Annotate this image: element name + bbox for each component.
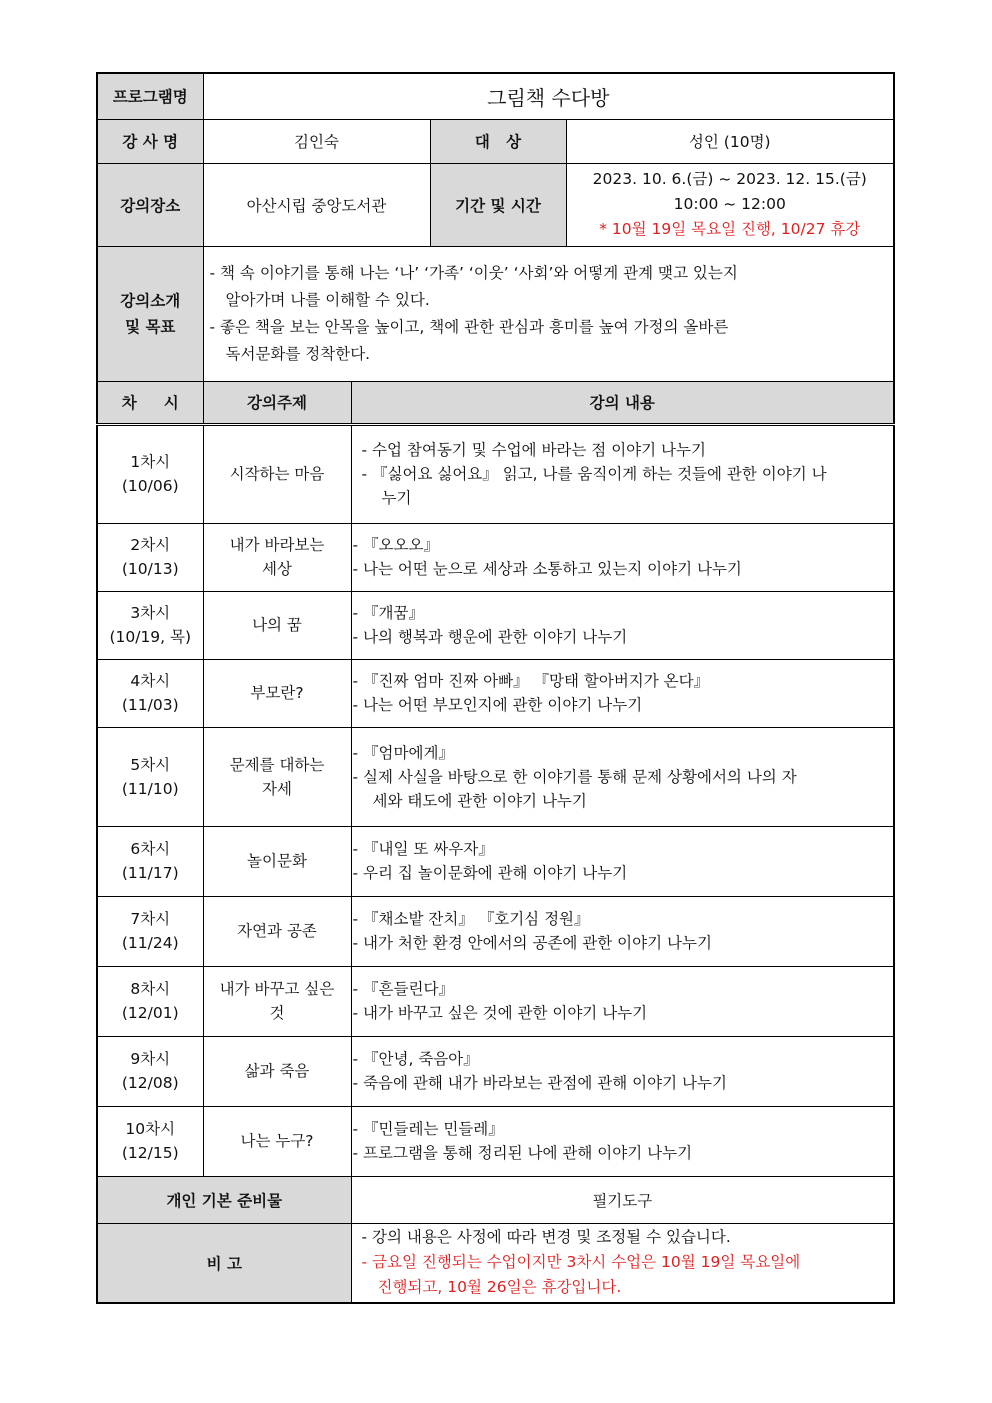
- content-cell: - 『진짜 엄마 진짜 아빠』 『망태 할아버지가 온다』 - 나는 어떤 부모인지에 관한 이야기 나누기: [351, 659, 894, 727]
- table-row: [97, 523, 894, 591]
- intro-label: 강의소개 및 목표: [97, 246, 203, 381]
- content-cell: - 『내일 또 싸우자』 - 우리 집 놀이문화에 관해 이야기 나누기: [351, 826, 894, 896]
- table-row: [97, 1106, 894, 1176]
- column-content: 강의 내용: [351, 381, 894, 424]
- period-time: 10:00 ~ 12:00: [673, 195, 786, 213]
- table-row: [97, 727, 894, 826]
- topic-cell: 나는 누구?: [203, 1106, 351, 1176]
- session-cell: 3차시 (10/19, 목): [97, 591, 203, 659]
- table-row: [97, 424, 894, 523]
- content-cell: - 『엄마에게』 - 실제 사실을 바탕으로 한 이야기를 통해 문제 상황에서의 나의 자 세와 태도에 관한 이야기 나누기: [351, 727, 894, 826]
- session-cell: 7차시 (11/24): [97, 896, 203, 966]
- topic-cell: 내가 바라보는 세상: [203, 523, 351, 591]
- session-cell: 5차시 (11/10): [97, 727, 203, 826]
- content-cell: - 『채소밭 잔치』 『호기심 정원』 - 내가 처한 환경 안에서의 공존에 관한 이야기 나누기: [351, 896, 894, 966]
- session-cell: 6차시 (11/17): [97, 826, 203, 896]
- period-note: * 10월 19일 목요일 진행, 10/27 휴강: [599, 220, 861, 238]
- topic-cell: 부모란?: [203, 659, 351, 727]
- session-cell: 9차시 (12/08): [97, 1036, 203, 1106]
- venue-label: 강의장소: [97, 163, 203, 246]
- session-cell: 10차시 (12/15): [97, 1106, 203, 1176]
- topic-cell: 삶과 죽음: [203, 1036, 351, 1106]
- content-cell: - 수업 참여동기 및 수업에 바라는 점 이야기 나누기 - 『싫어요 싫어요』 읽고, 나를 움직이게 하는 것들에 관한 이야기 나 누기: [351, 424, 894, 523]
- program-table: [96, 72, 895, 1304]
- period-label: 기간 및 시간: [430, 163, 566, 246]
- topic-cell: 시작하는 마음: [203, 424, 351, 523]
- topic-cell: 문제를 대하는 자세: [203, 727, 351, 826]
- column-session: 차 시: [97, 381, 203, 424]
- period-cell: [566, 163, 894, 246]
- supplies-label: 개인 기본 준비물: [97, 1176, 351, 1223]
- session-cell: 4차시 (11/03): [97, 659, 203, 727]
- table-row: [97, 659, 894, 727]
- table-row: [97, 896, 894, 966]
- table-row: [97, 966, 894, 1036]
- session-cell: 8차시 (12/01): [97, 966, 203, 1036]
- program-name: 그림책 수다방: [203, 73, 894, 119]
- instructor-name: 김인숙: [203, 119, 430, 163]
- table-row: [97, 1036, 894, 1106]
- target-label: 대 상: [430, 119, 566, 163]
- topic-cell: 내가 바꾸고 싶은 것: [203, 966, 351, 1036]
- table-row: [97, 591, 894, 659]
- supplies-value: 필기도구: [351, 1176, 894, 1223]
- instructor-label: 강 사 명: [97, 119, 203, 163]
- program-name-label: 프로그램명: [97, 73, 203, 119]
- venue-value: 아산시립 중앙도서관: [203, 163, 430, 246]
- content-cell: - 『개꿈』 - 나의 행복과 행운에 관한 이야기 나누기: [351, 591, 894, 659]
- session-cell: 2차시 (10/13): [97, 523, 203, 591]
- topic-cell: 자연과 공존: [203, 896, 351, 966]
- session-cell: 1차시 (10/06): [97, 424, 203, 523]
- remarks-label: 비 고: [97, 1223, 351, 1303]
- remarks-text: - 강의 내용은 사정에 따라 변경 및 조정될 수 있습니다. - 금요일 진행되는 수업이지만 3차시 수업은 10월 19일 목요일에 진행되고, 10월 26일은 휴강입니다.: [351, 1223, 894, 1303]
- content-cell: - 『오오오』 - 나는 어떤 눈으로 세상과 소통하고 있는지 이야기 나누기: [351, 523, 894, 591]
- topic-cell: 나의 꿈: [203, 591, 351, 659]
- content-cell: - 『안녕, 죽음아』 - 죽음에 관해 내가 바라보는 관점에 관해 이야기 나누기: [351, 1036, 894, 1106]
- content-cell: - 『흔들린다』 - 내가 바꾸고 싶은 것에 관한 이야기 나누기: [351, 966, 894, 1036]
- topic-cell: 놀이문화: [203, 826, 351, 896]
- column-topic: 강의주제: [203, 381, 351, 424]
- table-row: [97, 826, 894, 896]
- target-value: 성인 (10명): [566, 119, 894, 163]
- intro-text: - 책 속 이야기를 통해 나는 ‘나’ ‘가족’ ‘이웃’ ‘사회’와 어떻게 관계 맺고 있는지 알아가며 나를 이해할 수 있다. - 좋은 책을 보는 안목을 높이고, 책에 관한 관심과 흥미를 높여 가정의 올바른 독서문화를 정착한다.: [203, 246, 894, 381]
- period-dates: 2023. 10. 6.(금) ~ 2023. 12. 15.(금): [592, 170, 867, 188]
- content-cell: - 『민들레는 민들레』 - 프로그램을 통해 정리된 나에 관해 이야기 나누기: [351, 1106, 894, 1176]
